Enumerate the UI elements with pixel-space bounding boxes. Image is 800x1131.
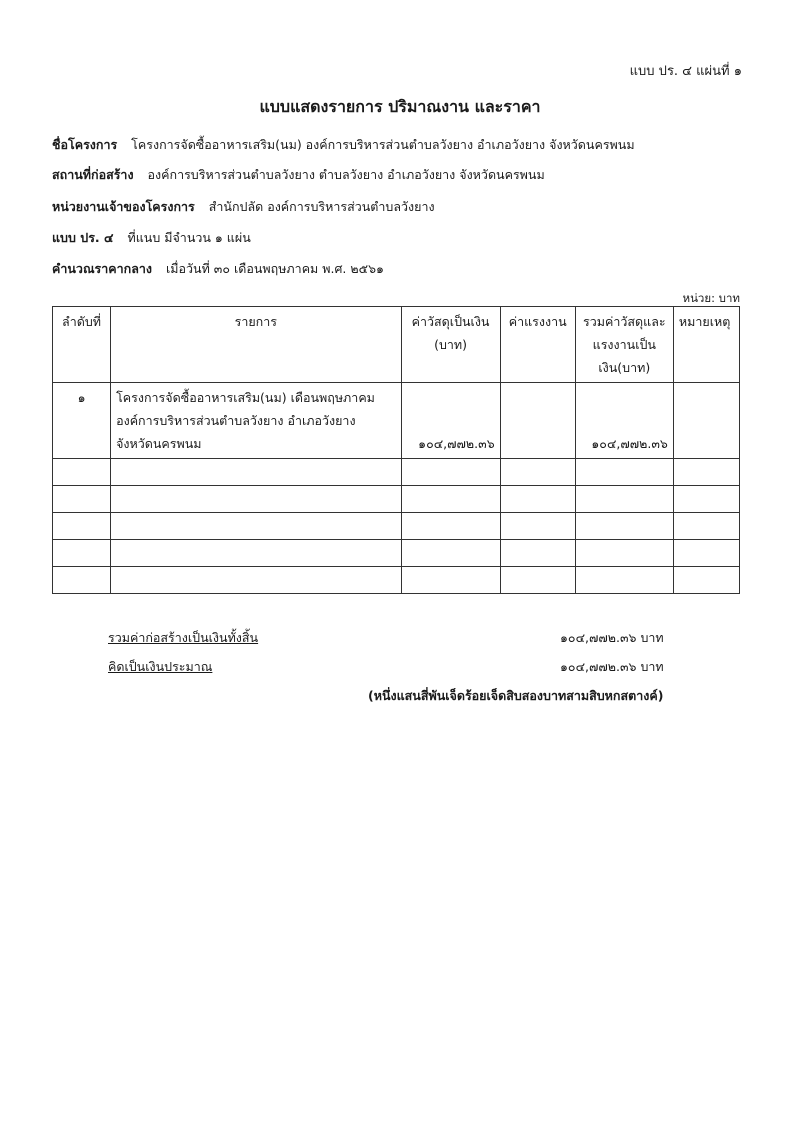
header-item: รายการ <box>111 307 401 383</box>
amount-in-words: (หนึ่งแสนสี่พันเจ็ดร้อยเจ็ดสิบสองบาทสามสิบหกสตางค์) <box>368 688 664 703</box>
table-row-empty <box>53 486 740 513</box>
row-note <box>673 383 739 459</box>
approx-value: ๑๐๔,๗๗๒.๓๖ บาท <box>560 659 664 674</box>
unit-note: หน่วย: บาท <box>682 291 740 305</box>
owner-value: สำนักปลัด องค์การบริหารส่วนตำบลวังยาง <box>208 199 435 214</box>
owner-label: หน่วยงานเจ้าของโครงการ <box>52 199 195 214</box>
form-line-row <box>52 228 251 248</box>
table-row-empty <box>53 540 740 567</box>
calc-value: เมื่อวันที่ ๓๐ เดือนพฤษภาคม พ.ศ. ๒๕๖๑ <box>166 261 384 276</box>
location-row <box>52 165 545 185</box>
form-code: แบบ ปร. ๔ แผ่นที่ ๑ <box>629 64 742 79</box>
header-note: หมายเหตุ <box>673 307 739 383</box>
row-material: ๑๐๔,๗๗๒.๓๖ <box>401 383 500 459</box>
total-value: ๑๐๔,๗๗๒.๓๖ บาท <box>560 630 664 645</box>
row-labor <box>500 383 575 459</box>
location-label: สถานที่ก่อสร้าง <box>52 167 134 182</box>
table-header-row <box>53 307 740 383</box>
table-row <box>53 383 740 459</box>
calc-label: คำนวณราคากลาง <box>52 261 153 276</box>
row-no: ๑ <box>53 383 111 459</box>
total-label: รวมค่าก่อสร้างเป็นเงินทั้งสิ้น <box>108 630 259 645</box>
table-row-empty <box>53 459 740 486</box>
project-value: โครงการจัดซื้ออาหารเสริม(นม) องค์การบริหารส่วนตำบลวังยาง อำเภอวังยาง จังหวัดนครพนม <box>131 137 635 152</box>
header-labor: ค่าแรงงาน <box>500 307 575 383</box>
page-title: แบบแสดงรายการ ปริมาณงาน และราคา <box>259 97 541 116</box>
owner-row <box>52 197 435 217</box>
header-total: รวมค่าวัสดุและแรงงานเป็นเงิน(บาท) <box>575 307 673 383</box>
table-row-empty <box>53 567 740 594</box>
project-label: ชื่อโครงการ <box>52 137 118 152</box>
project-row <box>52 135 635 155</box>
form-line-value: ที่แนบ มีจำนวน ๑ แผ่น <box>127 230 251 245</box>
location-value: องค์การบริหารส่วนตำบลวังยาง ตำบลวังยาง อำเภอวังยาง จังหวัดนครพนม <box>147 167 545 182</box>
table-row-empty <box>53 513 740 540</box>
header-no: ลำดับที่ <box>53 307 111 383</box>
calc-row <box>52 259 384 279</box>
approx-label: คิดเป็นเงินประมาณ <box>108 659 213 674</box>
quantity-price-table <box>52 306 740 594</box>
row-item: โครงการจัดซื้ออาหารเสริม(นม) เดือนพฤษภาคม องค์การบริหารส่วนตำบลวังยาง อำเภอวังยาง จังหวัดนครพนม <box>111 383 401 459</box>
header-material: ค่าวัสดุเป็นเงิน (บาท) <box>401 307 500 383</box>
form-line-label: แบบ ปร. ๔ <box>52 230 114 245</box>
row-total: ๑๐๔,๗๗๒.๓๖ <box>575 383 673 459</box>
